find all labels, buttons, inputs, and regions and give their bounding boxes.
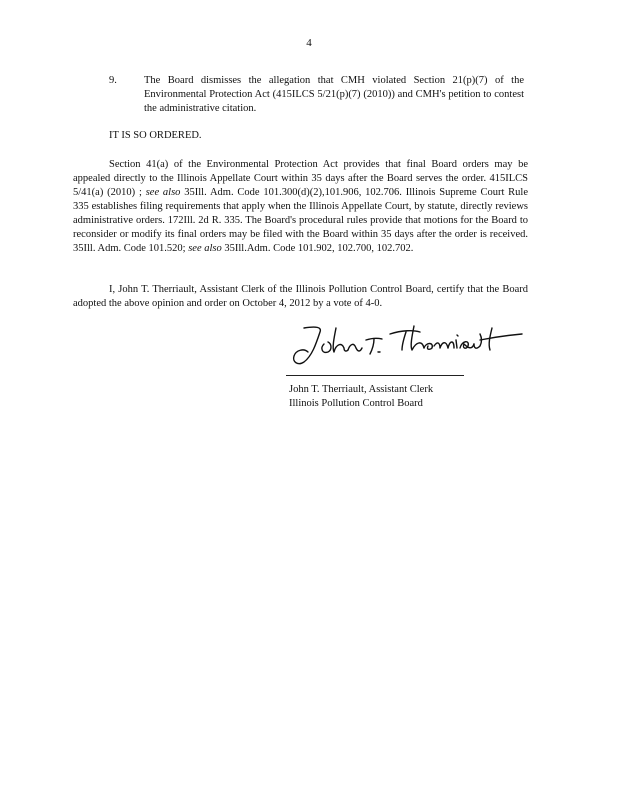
item-number: 9. xyxy=(109,75,117,86)
certification-paragraph: I, John T. Therriault, Assistant Clerk of the Illinois Pollution Control Board, certify that the Board adopted the above opinion and order on October 4, 2012 by a vote of 4-0. xyxy=(73,284,528,309)
signature-line xyxy=(286,375,464,376)
signer-name-title: John T. Therriault, Assistant Clerk xyxy=(289,384,434,395)
page-number: 4 xyxy=(306,37,312,49)
signature-block xyxy=(289,383,433,411)
appeal-text-a: Section 41(a) of the Environmental Protection Act provides that final Board orders may be appealed directly to the Illinois Appellate Court within 35 days after the Board serves the order. 415ILCS 5/41(a) (2010) ; xyxy=(73,159,528,198)
appeal-paragraph xyxy=(73,158,528,256)
handwritten-signature xyxy=(286,318,526,368)
ordered-statement: IT IS SO ORDERED. xyxy=(109,130,202,141)
see-also-1: see also xyxy=(145,187,181,198)
appeal-text-c: 35Ill.Adm. Code 101.902, 102.700, 102.702. xyxy=(221,243,414,254)
appeal-text-b: 35Ill. Adm. Code 101.300(d)(2),101.906, 102.706. Illinois Supreme Court Rule 335 establishes filing requirements that apply when the Illinois Appellate Court, by statute, directly reviews administrative orders. 172Ill. 2d R. 335. The Board's procedural rules provide that motions for the Board to reconsider or modify its final orders may be filed with the Board within 35 days after the order is received. 35Ill. Adm. Code 101.520; xyxy=(73,187,529,254)
item-text: The Board dismisses the allegation that CMH violated Section 21(p)(7) of the Environmental Protection Act (415ILCS 5/21(p)(7) (2010)) and CMH's petition to contest the administrative citation. xyxy=(144,75,524,114)
see-also-2: see also xyxy=(188,243,222,254)
signer-organization: Illinois Pollution Control Board xyxy=(289,398,423,409)
